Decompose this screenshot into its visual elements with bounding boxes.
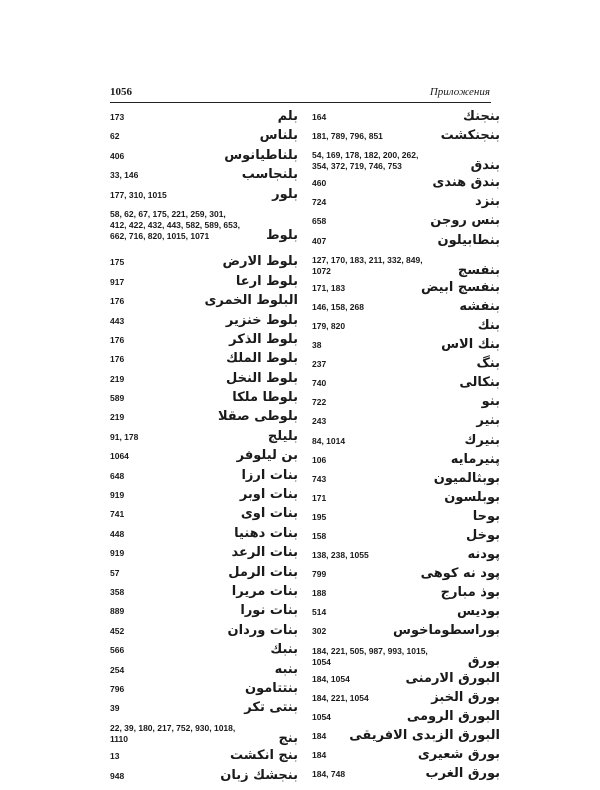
page-references: 948 bbox=[110, 770, 125, 781]
page-references: 184, 748 bbox=[312, 769, 346, 780]
index-entry bbox=[110, 186, 298, 209]
index-entry bbox=[312, 766, 500, 788]
index-entry bbox=[312, 623, 500, 645]
index-entry bbox=[110, 642, 298, 664]
page-references: 62 bbox=[110, 131, 120, 142]
arabic-term: پودنه bbox=[467, 547, 500, 563]
index-entry bbox=[110, 209, 298, 257]
page-references: 443 bbox=[110, 315, 125, 326]
page-references: 91, 178 bbox=[110, 431, 139, 442]
index-column-right bbox=[312, 109, 500, 788]
page-references: 39 bbox=[110, 703, 120, 714]
arabic-term: بنجنك bbox=[463, 109, 500, 124]
page-references: 448 bbox=[110, 528, 125, 539]
page-references: 566 bbox=[110, 645, 125, 656]
arabic-term: بنبه bbox=[274, 661, 298, 677]
page-references: 743 bbox=[312, 473, 327, 484]
arabic-term: بنكالى bbox=[459, 375, 500, 391]
arabic-term: بلنجاسب bbox=[241, 167, 298, 183]
page-references: 919 bbox=[110, 490, 125, 501]
page-references: 176 bbox=[110, 354, 125, 365]
page-references: 658 bbox=[312, 216, 327, 227]
page-references: 796 bbox=[110, 683, 125, 694]
arabic-term: پود نه كوهى bbox=[420, 566, 500, 582]
arabic-term: بوحا bbox=[472, 508, 500, 524]
arabic-term: پنيرمايه bbox=[450, 451, 500, 467]
page-references: 219 bbox=[110, 412, 125, 423]
arabic-term: بنگ bbox=[476, 356, 500, 372]
page-references: 181, 789, 796, 851 bbox=[312, 131, 383, 142]
arabic-term: بلوط الذكر bbox=[229, 331, 298, 347]
arabic-term: البلوط الخمرى bbox=[204, 293, 298, 309]
arabic-term: بلوطا ملكا bbox=[232, 390, 298, 406]
arabic-term: بنج انكشت bbox=[230, 748, 298, 764]
page-references: 127, 170, 183, 211, 332, 849, 1072 bbox=[312, 254, 423, 276]
arabic-term: بنات دهنيا bbox=[234, 525, 298, 541]
page-references: 237 bbox=[312, 359, 327, 370]
page-references: 254 bbox=[110, 664, 125, 675]
arabic-term: بنات مريرا bbox=[231, 583, 298, 599]
arabic-term: بنفسج bbox=[457, 262, 500, 278]
page-references: 184 bbox=[312, 750, 327, 760]
arabic-term: بورق bbox=[467, 653, 500, 669]
page-references: 724 bbox=[312, 197, 327, 208]
arabic-term: بلوط bbox=[266, 227, 298, 243]
header-rule bbox=[110, 102, 491, 103]
arabic-term: بورق الخبز bbox=[431, 689, 500, 705]
arabic-term: بنس روجن bbox=[430, 213, 500, 229]
arabic-term: بنات نورا bbox=[240, 603, 298, 619]
index-entry bbox=[312, 646, 500, 674]
index-entry bbox=[312, 298, 500, 321]
arabic-term: بنتتامون bbox=[245, 680, 298, 696]
arabic-term: بنزد bbox=[475, 194, 500, 210]
page-references: 38 bbox=[312, 340, 322, 351]
arabic-term: بورق شعيرى bbox=[417, 747, 500, 762]
arabic-term: بلم bbox=[277, 109, 298, 124]
arabic-term: بنات وردان bbox=[227, 622, 298, 638]
page-references: 741 bbox=[110, 509, 125, 520]
arabic-term: بندق bbox=[470, 158, 500, 174]
arabic-term: بنير bbox=[476, 413, 500, 429]
arabic-term: بوبلسون bbox=[444, 489, 500, 505]
page-references: 722 bbox=[312, 397, 327, 408]
page-references: 889 bbox=[110, 606, 125, 617]
arabic-term: بوذ مبارج bbox=[440, 585, 500, 601]
arabic-term: بوبثالميون bbox=[433, 470, 500, 486]
page-references: 799 bbox=[312, 569, 327, 580]
page-references: 171, 183 bbox=[312, 282, 346, 293]
page-references: 175 bbox=[110, 257, 125, 268]
arabic-term: بلناس bbox=[259, 128, 298, 144]
index-entry bbox=[312, 394, 500, 416]
arabic-term: بنفسج ابيض bbox=[420, 279, 500, 295]
page-references: 184, 221, 1054 bbox=[312, 692, 369, 703]
page-references: 171 bbox=[312, 492, 327, 503]
arabic-term: بندق هندى bbox=[432, 175, 500, 191]
page-references: 407 bbox=[312, 235, 327, 246]
arabic-term: بنجشك زبان bbox=[220, 767, 298, 783]
page-references: 243 bbox=[312, 416, 327, 427]
page-references: 57 bbox=[110, 567, 120, 578]
arabic-term: بوراسطوماخوس bbox=[393, 623, 500, 639]
page-references: 176 bbox=[110, 296, 125, 307]
page-references: 33, 146 bbox=[110, 170, 139, 181]
page-references: 164 bbox=[312, 112, 327, 122]
page-references: 177, 310, 1015 bbox=[110, 189, 167, 200]
index-entry bbox=[312, 255, 500, 283]
page-references: 54, 169, 178, 182, 200, 262, 354, 372, 719, 746, 753 bbox=[312, 150, 419, 172]
page-references: 1054 bbox=[312, 711, 331, 722]
index-entry bbox=[312, 337, 500, 359]
arabic-term: بلوط خنزير bbox=[225, 312, 298, 328]
arabic-term: بنات الرمل bbox=[228, 564, 298, 580]
page-references: 514 bbox=[312, 607, 327, 618]
arabic-term: البورق الرومى bbox=[406, 708, 500, 724]
page-references: 106 bbox=[312, 454, 327, 465]
arabic-term: بوخل bbox=[465, 527, 500, 543]
running-title: Приложения bbox=[429, 86, 490, 98]
page-references: 84, 1014 bbox=[312, 435, 346, 446]
index-entry bbox=[312, 175, 500, 197]
arabic-term: بنج bbox=[278, 730, 298, 746]
arabic-term: بنك الاس bbox=[441, 337, 500, 353]
arabic-term: بلوطى صقلا bbox=[217, 409, 298, 425]
arabic-term: بن ليلوفر bbox=[236, 448, 298, 464]
index-entry bbox=[110, 723, 298, 751]
page-references: 406 bbox=[110, 150, 125, 161]
page-references: 188 bbox=[312, 588, 327, 599]
arabic-term: بنات ارزا bbox=[241, 467, 298, 483]
index-entry bbox=[312, 150, 500, 178]
arabic-term: بليلج bbox=[267, 428, 298, 444]
arabic-term: بوديس bbox=[457, 604, 500, 620]
index-entry bbox=[312, 128, 500, 150]
arabic-term: بنفشه bbox=[459, 298, 500, 314]
page-references: 589 bbox=[110, 393, 125, 404]
arabic-term: بنطابيلون bbox=[437, 232, 500, 248]
arabic-term: بنيرك bbox=[464, 432, 500, 448]
arabic-term: بورق الغرب bbox=[425, 766, 500, 782]
arabic-term: بنتى تكر bbox=[244, 700, 298, 716]
page-references: 158 bbox=[312, 530, 327, 541]
arabic-term: بنجنكشت bbox=[440, 128, 500, 144]
page-references: 138, 238, 1055 bbox=[312, 550, 369, 561]
arabic-term: بنك bbox=[477, 317, 500, 333]
page-references: 452 bbox=[110, 625, 125, 636]
arabic-term: بنات اوبر bbox=[239, 487, 298, 503]
index-column-left bbox=[110, 109, 298, 790]
page-number: 1056 bbox=[110, 86, 132, 98]
page-references: 1064 bbox=[110, 451, 129, 462]
index-entry bbox=[110, 167, 298, 189]
page-references: 184 bbox=[312, 730, 327, 741]
arabic-term: بنات اوى bbox=[240, 506, 298, 522]
page-references: 58, 62, 67, 175, 221, 259, 301, 412, 422, 432, 443, 582, 589, 653, 662, 716, 820, 1015, 1071 bbox=[110, 208, 240, 241]
page-references: 13 bbox=[110, 751, 120, 762]
arabic-term: بلناطيانوس bbox=[224, 147, 298, 163]
page-references: 917 bbox=[110, 276, 125, 287]
arabic-term: بلوط الملك bbox=[226, 351, 298, 367]
page-references: 460 bbox=[312, 178, 327, 189]
page-references: 184, 221, 505, 987, 993, 1015, 1054 bbox=[312, 645, 428, 667]
arabic-term: بلوط ارعا bbox=[235, 273, 298, 289]
index-entry bbox=[110, 767, 298, 790]
arabic-term: بنبك bbox=[270, 642, 298, 658]
page-references: 195 bbox=[312, 511, 327, 522]
arabic-term: البورق الارمنى bbox=[405, 670, 500, 686]
page-references: 179, 820 bbox=[312, 320, 346, 331]
page-references: 22, 39, 180, 217, 752, 930, 1018, 1110 bbox=[110, 722, 236, 744]
page-references: 648 bbox=[110, 470, 125, 481]
index-entry bbox=[110, 700, 298, 722]
arabic-term: بلوط الارض bbox=[222, 254, 298, 270]
page-references: 740 bbox=[312, 378, 327, 389]
arabic-term: البورق الزبدى الافريقى bbox=[349, 727, 500, 743]
arabic-term: بلوط النخل bbox=[226, 370, 298, 386]
page-references: 302 bbox=[312, 626, 327, 637]
page-references: 184, 1054 bbox=[312, 673, 350, 684]
arabic-term: بلور bbox=[272, 186, 298, 202]
page-references: 219 bbox=[110, 373, 125, 384]
page-header bbox=[110, 86, 490, 100]
page-references: 176 bbox=[110, 334, 125, 345]
page-references: 358 bbox=[110, 586, 125, 597]
index-entry bbox=[312, 232, 500, 255]
arabic-term: بنو bbox=[481, 394, 500, 410]
page-references: 173 bbox=[110, 112, 125, 122]
arabic-term: بنات الرعد bbox=[231, 545, 298, 561]
index-entry bbox=[312, 375, 500, 397]
page-references: 146, 158, 268 bbox=[312, 301, 364, 312]
page-references: 919 bbox=[110, 548, 125, 559]
